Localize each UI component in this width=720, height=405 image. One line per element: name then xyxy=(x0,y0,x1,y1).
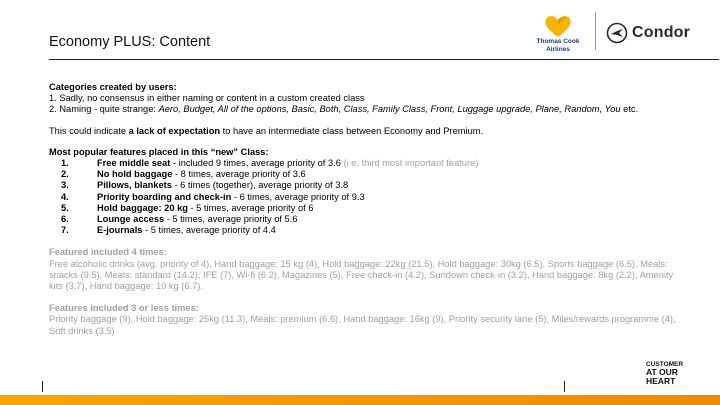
thomas-cook-text-2: Airlines xyxy=(546,45,570,53)
feature-name: Pillows, blankets xyxy=(97,180,172,191)
item-number: 1. xyxy=(61,158,69,169)
feature-name: E-journals xyxy=(97,225,143,236)
condor-wordmark: Condor xyxy=(632,24,691,41)
right-tick xyxy=(564,381,565,392)
title-divider xyxy=(49,59,719,60)
feature-detail: - 8 times, average priority of 3.6 xyxy=(172,169,306,180)
condor-logo xyxy=(606,22,690,44)
indicate-prefix: This could indicate xyxy=(49,125,129,136)
item-number: 5. xyxy=(61,202,69,213)
features-list xyxy=(49,158,689,236)
feature-name: No hold baggage xyxy=(97,169,173,180)
slide-content xyxy=(49,82,689,337)
condor-bird-icon xyxy=(606,22,628,44)
feature-detail: - included 9 times, average priority of 3.6 xyxy=(170,158,344,169)
item-number: 3. xyxy=(61,180,69,191)
list-item xyxy=(49,158,689,169)
item-number: 6. xyxy=(61,214,69,225)
categories-line-2 xyxy=(49,104,689,115)
cah-line-3: HEART xyxy=(646,375,676,386)
indicate-suffix: to have an intermediate class between Economy and Premium. xyxy=(220,125,484,136)
feature-name: Lounge access xyxy=(97,214,165,225)
feature-detail: - 5 times, average priority of 6 xyxy=(187,202,314,213)
list-item xyxy=(49,180,689,191)
list-item xyxy=(49,192,689,203)
categories-heading: Categories created by users: xyxy=(49,82,177,92)
cat-line2-prefix: 2. Naming - quite strange: xyxy=(49,104,159,115)
feature-detail: - 5 times, average priority of 5.6 xyxy=(164,214,298,225)
cah-line-1: CUSTOMER xyxy=(646,361,684,368)
categories-line-1: 1. Sadly, no consensus in either naming or content in a custom created class xyxy=(49,93,365,104)
featured3-heading: Features included 3 or less times: xyxy=(49,303,199,314)
feature-note: (i.e. third most important feature) xyxy=(343,158,479,169)
list-item xyxy=(49,169,689,180)
sunny-heart-icon xyxy=(543,14,573,38)
featured4-heading: Featured included 4 times: xyxy=(49,247,167,258)
feature-name: Free middle seat xyxy=(97,158,171,169)
popular-heading: Most popular features placed in this “new” Class: xyxy=(49,146,269,157)
feature-detail: - 6 times, average priority of 9.3 xyxy=(231,191,365,202)
thomas-cook-logo xyxy=(528,14,588,53)
cah-line-2: AT OUR xyxy=(646,367,678,377)
item-number: 7. xyxy=(61,225,69,236)
thomas-cook-text-1: Thomas Cook xyxy=(536,38,580,45)
page-title: Economy PLUS: Content xyxy=(49,34,211,50)
list-item xyxy=(49,214,689,225)
expectation-line xyxy=(49,126,689,137)
feature-detail: - 6 times (together), average priority of 3.8 xyxy=(171,180,349,191)
brand-separator xyxy=(595,12,596,50)
feature-detail: - 5 times, average priority of 4.4 xyxy=(142,225,276,236)
featured3-text: Priority baggage (9), Hold baggage: 25kg (11.3), Meals: premium (6.6), Hand baggage: 16kg (9), Priority security lane (5), Miles/rewards programme (4), Soft drinks (3.5) xyxy=(49,314,676,336)
featured4-text: Free alcoholic drinks (avg. priority of 4), Hand baggage: 15 kg (4), Hold baggage: 22kg (21.5), Hold baggage: 30kg (6.5), Sports baggage (6.5), Meals: snacks (9.5), Meals: standard (14.2), IFE (7), Wi-fi (6.2), Magazines (5), Free check-in (4.2), Sundown check-in (3.2), Hand baggage: 8kg (2.2), Amenity kits (3.7), Hand baggage: 10 kg (6.7). xyxy=(49,258,674,292)
item-number: 4. xyxy=(61,191,69,202)
feature-name: Hold baggage: 20 kg xyxy=(97,202,188,213)
indicate-bold: a lack of expectation xyxy=(128,125,221,136)
footer-orange-bar xyxy=(0,395,720,405)
list-item xyxy=(49,225,689,236)
cat-line2-suffix: etc. xyxy=(620,104,639,115)
customer-at-our-heart-logo xyxy=(646,361,688,385)
cat-line2-names: Aero, Budget, All of the options, Basic, Both, Class, Family Class, Front, Luggage upgrade, Plane, Random, You xyxy=(158,104,621,115)
item-number: 2. xyxy=(61,169,69,180)
list-item xyxy=(49,203,689,214)
feature-name: Priority boarding and check-in xyxy=(97,191,232,202)
left-tick xyxy=(42,381,43,392)
